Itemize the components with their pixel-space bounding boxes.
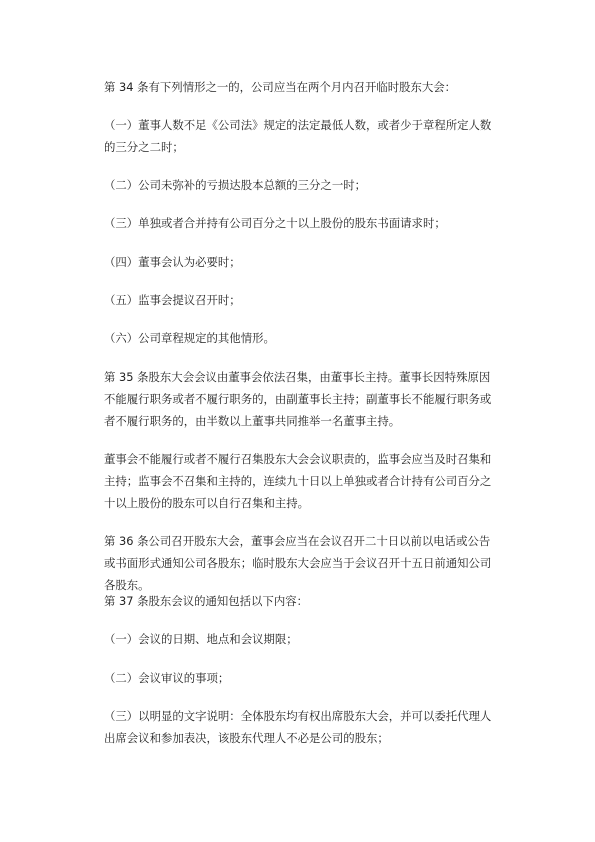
article-37-heading: 第 37 条股东会议的通知包括以下内容： [104, 594, 308, 608]
article-35-paragraph: 第 35 条股东大会会议由董事会依法召集，由董事长主持。董事长因特殊原因不能履行职务或者不履行职务的，由副董事长主持；副董事长不能履行职务或者不履行职务的，由半数以上董事共同推举一名董事主持。 [104, 370, 492, 428]
article-37-item-3: （三）以明显的文字说明：全体股东均有权出席股东大会，并可以委托代理人出席会议和参加表决，该股东代理人不必是公司的股东； [104, 709, 492, 745]
article-34-item-4: （四）董事会认为必要时； [104, 255, 241, 269]
article-34-item-5: （五）监事会提议召开时； [104, 293, 241, 307]
article-34-item-1: （一）董事人数不足《公司法》规定的法定最低人数，或者少于章程所定人数的三分之二时； [104, 118, 492, 154]
article-35-supplement: 董事会不能履行或者不履行召集股东大会会议职责的，监事会应当及时召集和主持；监事会不召集和主持的，连续九十日以上单独或者合计持有公司百分之十以上股份的股东可以自行召集和主持。 [104, 452, 492, 510]
article-34-item-3: （三）单独或者合并持有公司百分之十以上股份的股东书面请求时； [104, 216, 446, 230]
article-36-paragraph: 第 36 条公司召开股东大会，董事会应当在会议召开二十日以前以电话或公告或书面形式通知公司各股东；临时股东大会应当于会议召开十五日前通知公司各股东。 [104, 534, 492, 592]
article-34-item-2: （二）公司未弥补的亏损达股本总额的三分之一时； [104, 178, 366, 192]
article-37-item-2: （二）会议审议的事项； [104, 671, 230, 685]
article-34-item-6: （六）公司章程规定的其他情形。 [104, 331, 275, 345]
article-37-item-1: （一）会议的日期、地点和会议期限； [104, 632, 298, 646]
article-34-heading: 第 34 条有下列情形之一的，公司应当在两个月内召开临时股东大会： [104, 80, 457, 94]
